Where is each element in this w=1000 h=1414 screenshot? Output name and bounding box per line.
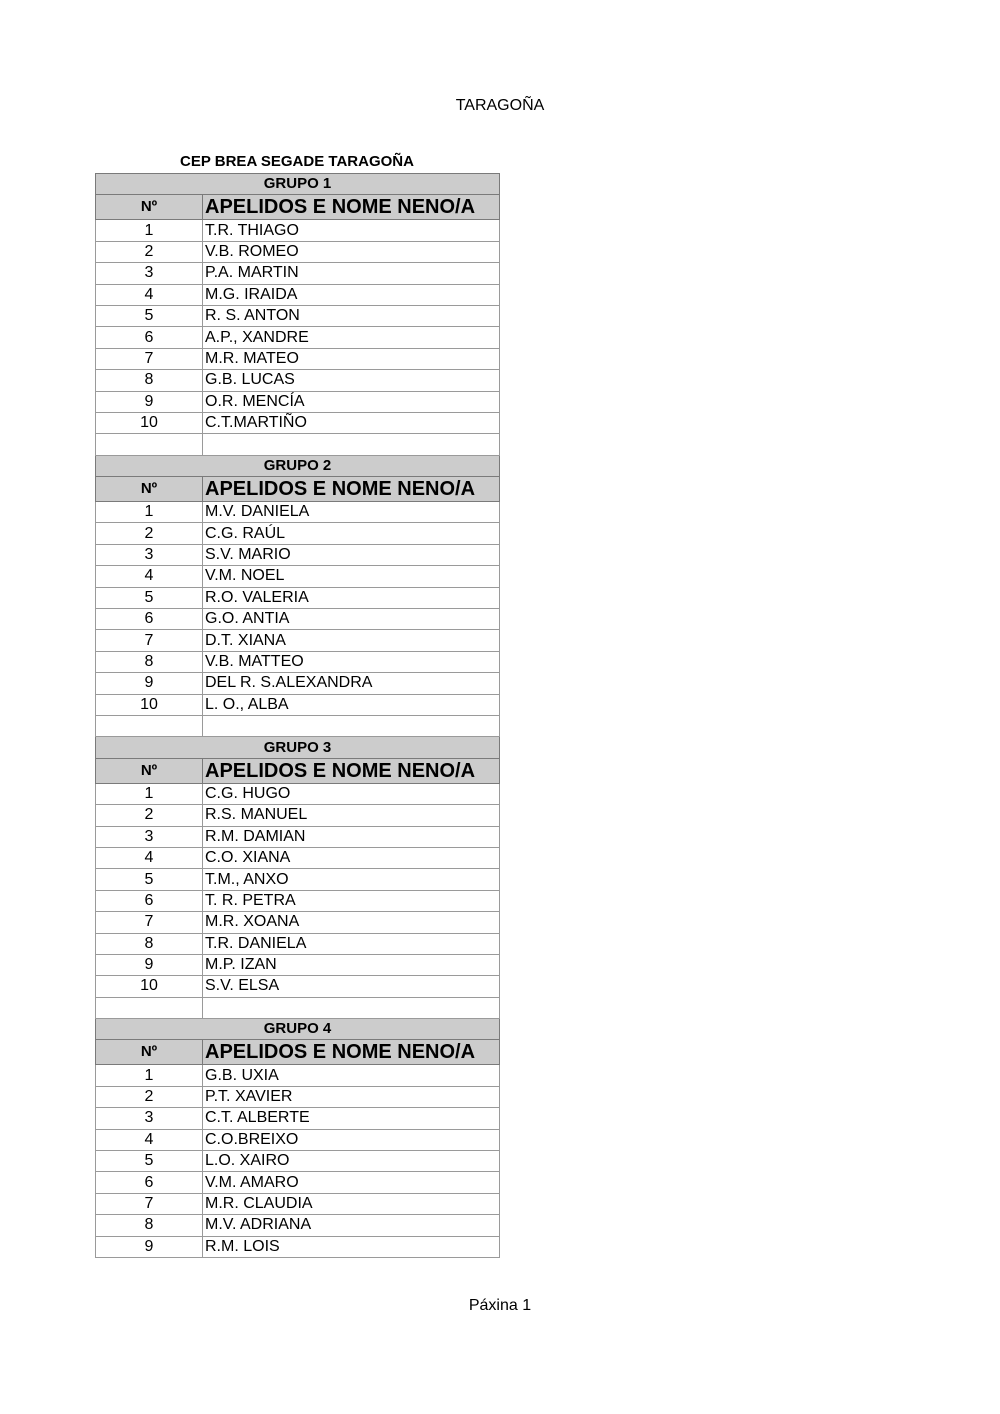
student-name: S.V. MARIO (203, 544, 500, 565)
group-title: GRUPO 1 (96, 174, 500, 195)
table-row (96, 1086, 500, 1107)
student-name: M.V. DANIELA (203, 502, 500, 523)
roster-table (95, 173, 500, 1258)
student-number: 3 (96, 1108, 203, 1129)
group-title-row (96, 455, 500, 476)
table-row (96, 1193, 500, 1214)
student-number: 9 (96, 391, 203, 412)
student-name: V.M. NOEL (203, 566, 500, 587)
group-title-row (96, 174, 500, 195)
student-name: M.R. CLAUDIA (203, 1193, 500, 1214)
student-number: 2 (96, 805, 203, 826)
student-number: 4 (96, 1129, 203, 1150)
table-row (96, 241, 500, 262)
blank-row (96, 434, 500, 455)
student-name: L. O., ALBA (203, 694, 500, 715)
student-number: 9 (96, 954, 203, 975)
student-name: R.O. VALERIA (203, 587, 500, 608)
student-number: 4 (96, 566, 203, 587)
name-column-header: APELIDOS E NOME NENO/A (203, 758, 500, 783)
table-row (96, 327, 500, 348)
student-number: 2 (96, 1086, 203, 1107)
student-name: V.B. ROMEO (203, 241, 500, 262)
student-name: C.O.BREIXO (203, 1129, 500, 1150)
student-number: 1 (96, 502, 203, 523)
student-number: 9 (96, 1236, 203, 1257)
blank-row (96, 997, 500, 1018)
table-row (96, 805, 500, 826)
table-row (96, 1129, 500, 1150)
student-name: A.P., XANDRE (203, 327, 500, 348)
table-row (96, 412, 500, 433)
table-row (96, 263, 500, 284)
student-name: V.B. MATTEO (203, 651, 500, 672)
table-row (96, 933, 500, 954)
student-name: M.V. ADRIANA (203, 1215, 500, 1236)
table-row (96, 305, 500, 326)
student-number: 9 (96, 673, 203, 694)
table-row (96, 566, 500, 587)
student-name: G.O. ANTIA (203, 609, 500, 630)
page-footer: Páxina 1 (468, 1297, 532, 1314)
student-number: 4 (96, 847, 203, 868)
student-name: S.V. ELSA (203, 976, 500, 997)
group-title: GRUPO 2 (96, 455, 500, 476)
group-title: GRUPO 4 (96, 1019, 500, 1040)
student-name: G.B. UXIA (203, 1065, 500, 1086)
student-number: 2 (96, 241, 203, 262)
table-row (96, 694, 500, 715)
student-number: 1 (96, 220, 203, 241)
student-number: 10 (96, 976, 203, 997)
student-name: M.G. IRAIDA (203, 284, 500, 305)
student-number: 2 (96, 523, 203, 544)
student-name: T.R. THIAGO (203, 220, 500, 241)
table-row (96, 370, 500, 391)
number-column-header: Nº (96, 1040, 203, 1065)
number-column-header: Nº (96, 758, 203, 783)
student-number: 8 (96, 651, 203, 672)
table-row (96, 912, 500, 933)
name-column-header: APELIDOS E NOME NENO/A (203, 195, 500, 220)
name-column-header: APELIDOS E NOME NENO/A (203, 477, 500, 502)
student-name: G.B. LUCAS (203, 370, 500, 391)
student-number: 3 (96, 826, 203, 847)
student-number: 8 (96, 1215, 203, 1236)
blank-cell (96, 715, 203, 736)
table-row (96, 1172, 500, 1193)
student-name: V.M. AMARO (203, 1172, 500, 1193)
column-header-row (96, 758, 500, 783)
student-number: 7 (96, 348, 203, 369)
number-column-header: Nº (96, 195, 203, 220)
group-title-row (96, 1019, 500, 1040)
student-name: M.R. XOANA (203, 912, 500, 933)
table-row (96, 544, 500, 565)
student-name: P.A. MARTIN (203, 263, 500, 284)
table-row (96, 1151, 500, 1172)
student-number: 6 (96, 609, 203, 630)
table-row (96, 651, 500, 672)
group-title-row (96, 737, 500, 758)
student-number: 7 (96, 912, 203, 933)
table-row (96, 284, 500, 305)
student-number: 3 (96, 263, 203, 284)
student-number: 8 (96, 933, 203, 954)
blank-cell (96, 997, 203, 1018)
table-row (96, 869, 500, 890)
student-number: 7 (96, 1193, 203, 1214)
table-row (96, 1065, 500, 1086)
school-title: CEP BREA SEGADE TARAGOÑA (180, 153, 414, 170)
table-row (96, 954, 500, 975)
student-name: M.R. MATEO (203, 348, 500, 369)
student-name: T.M., ANXO (203, 869, 500, 890)
table-row (96, 1108, 500, 1129)
table-row (96, 890, 500, 911)
student-name: T. R. PETRA (203, 890, 500, 911)
student-name: C.T. ALBERTE (203, 1108, 500, 1129)
table-row (96, 630, 500, 651)
student-number: 5 (96, 869, 203, 890)
student-number: 1 (96, 783, 203, 804)
name-column-header: APELIDOS E NOME NENO/A (203, 1040, 500, 1065)
student-name: P.T. XAVIER (203, 1086, 500, 1107)
student-number: 8 (96, 370, 203, 391)
student-name: R.M. LOIS (203, 1236, 500, 1257)
blank-cell (203, 997, 500, 1018)
column-header-row (96, 1040, 500, 1065)
table-row (96, 783, 500, 804)
table-row (96, 502, 500, 523)
student-number: 5 (96, 305, 203, 326)
student-name: C.O. XIANA (203, 847, 500, 868)
student-number: 3 (96, 544, 203, 565)
blank-cell (203, 434, 500, 455)
table-row (96, 220, 500, 241)
student-name: C.G. HUGO (203, 783, 500, 804)
column-header-row (96, 477, 500, 502)
student-name: C.T.MARTIÑO (203, 412, 500, 433)
blank-cell (203, 715, 500, 736)
student-number: 7 (96, 630, 203, 651)
table-row (96, 609, 500, 630)
student-name: R.S. MANUEL (203, 805, 500, 826)
student-name: DEL R. S.ALEXANDRA (203, 673, 500, 694)
student-number: 10 (96, 412, 203, 433)
student-name: M.P. IZAN (203, 954, 500, 975)
student-name: O.R. MENCÍA (203, 391, 500, 412)
blank-row (96, 715, 500, 736)
table-row (96, 391, 500, 412)
student-number: 6 (96, 890, 203, 911)
table-row (96, 976, 500, 997)
table-row (96, 523, 500, 544)
student-number: 10 (96, 694, 203, 715)
student-name: R. S. ANTON (203, 305, 500, 326)
student-name: D.T. XIANA (203, 630, 500, 651)
page-header: TARAGOÑA (455, 97, 545, 114)
table-row (96, 826, 500, 847)
table-row (96, 673, 500, 694)
table-row (96, 587, 500, 608)
table-row (96, 847, 500, 868)
column-header-row (96, 195, 500, 220)
student-number: 5 (96, 1151, 203, 1172)
student-name: L.O. XAIRO (203, 1151, 500, 1172)
student-number: 1 (96, 1065, 203, 1086)
blank-cell (96, 434, 203, 455)
student-number: 4 (96, 284, 203, 305)
student-number: 6 (96, 1172, 203, 1193)
table-row (96, 1236, 500, 1257)
group-title: GRUPO 3 (96, 737, 500, 758)
table-row (96, 348, 500, 369)
student-name: C.G. RAÚL (203, 523, 500, 544)
number-column-header: Nº (96, 477, 203, 502)
student-number: 6 (96, 327, 203, 348)
table-row (96, 1215, 500, 1236)
student-name: T.R. DANIELA (203, 933, 500, 954)
student-name: R.M. DAMIAN (203, 826, 500, 847)
student-number: 5 (96, 587, 203, 608)
